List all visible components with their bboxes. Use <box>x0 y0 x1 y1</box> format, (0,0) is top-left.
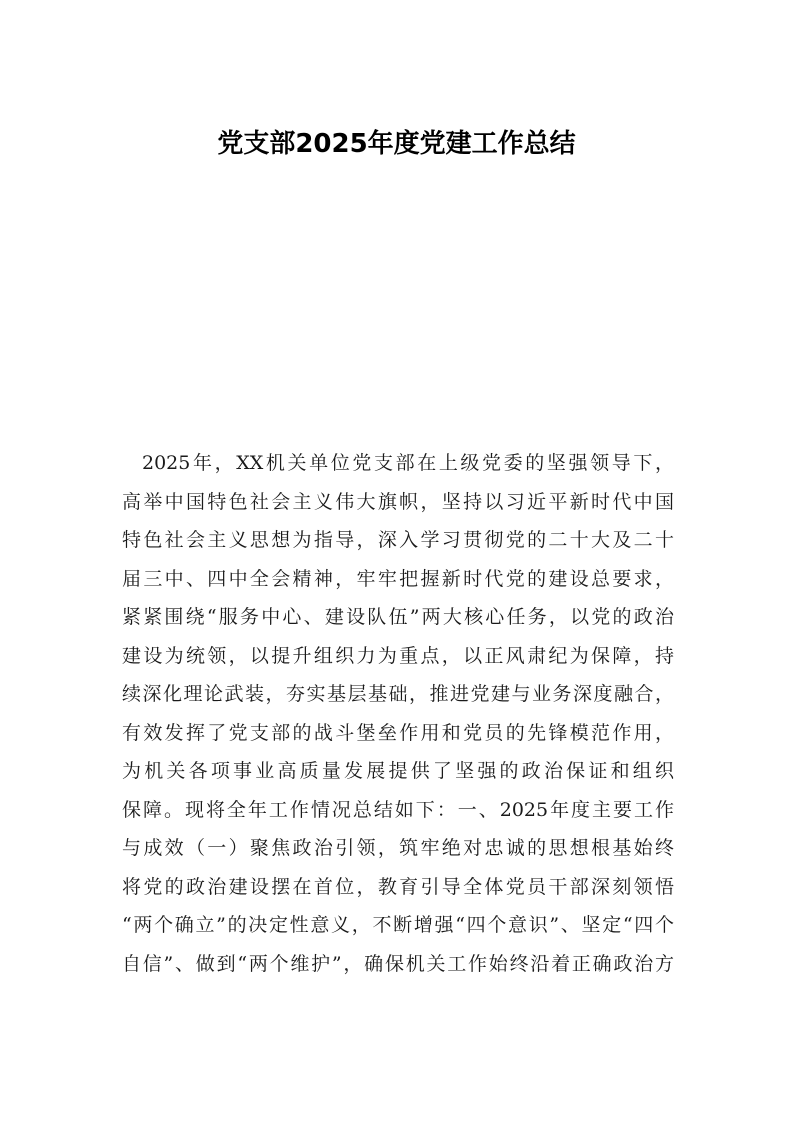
body-line: 届三中、四中全会精神，牢牢把握新时代党的建设总要求， <box>122 567 674 590</box>
body-line: 高举中国特色社会主义伟大旗帜，坚持以习近平新时代中国 <box>122 490 674 513</box>
body-line: 紧紧围绕“服务中心、建设队伍”两大核心任务，以党的政治 <box>122 606 674 628</box>
body-line: 与成效（一）聚焦政治引领，筑牢绝对忠诚的思想根基始终 <box>122 837 674 859</box>
document-body <box>122 444 674 983</box>
body-line: 续深化理论武装，夯实基层基础，推进党建与业务深度融合， <box>122 683 674 705</box>
body-line: 特色社会主义思想为指导，深入学习贯彻党的二十大及二十 <box>122 529 674 551</box>
body-line: 自信”、做到“两个维护”，确保机关工作始终沿着正确政治方 <box>122 952 674 975</box>
body-line: 保障。现将全年工作情况总结如下：一、2025年度主要工作 <box>122 798 674 821</box>
body-line: “两个确立”的决定性意义，不断增强“四个意识”、坚定“四个 <box>122 914 674 936</box>
body-line: 2025年，XX机关单位党支部在上级党委的坚强领导下， <box>142 452 674 474</box>
body-line: 建设为统领，以提升组织力为重点，以正风肃纪为保障，持 <box>122 644 674 667</box>
document-title: 党支部2025年度党建工作总结 <box>217 129 576 159</box>
body-line: 有效发挥了党支部的战斗堡垒作用和党员的先锋模范作用， <box>122 721 674 744</box>
body-line: 为机关各项事业高质量发展提供了坚强的政治保证和组织 <box>122 760 674 782</box>
body-line: 将党的政治建设摆在首位，教育引导全体党员干部深刻领悟 <box>122 875 674 898</box>
